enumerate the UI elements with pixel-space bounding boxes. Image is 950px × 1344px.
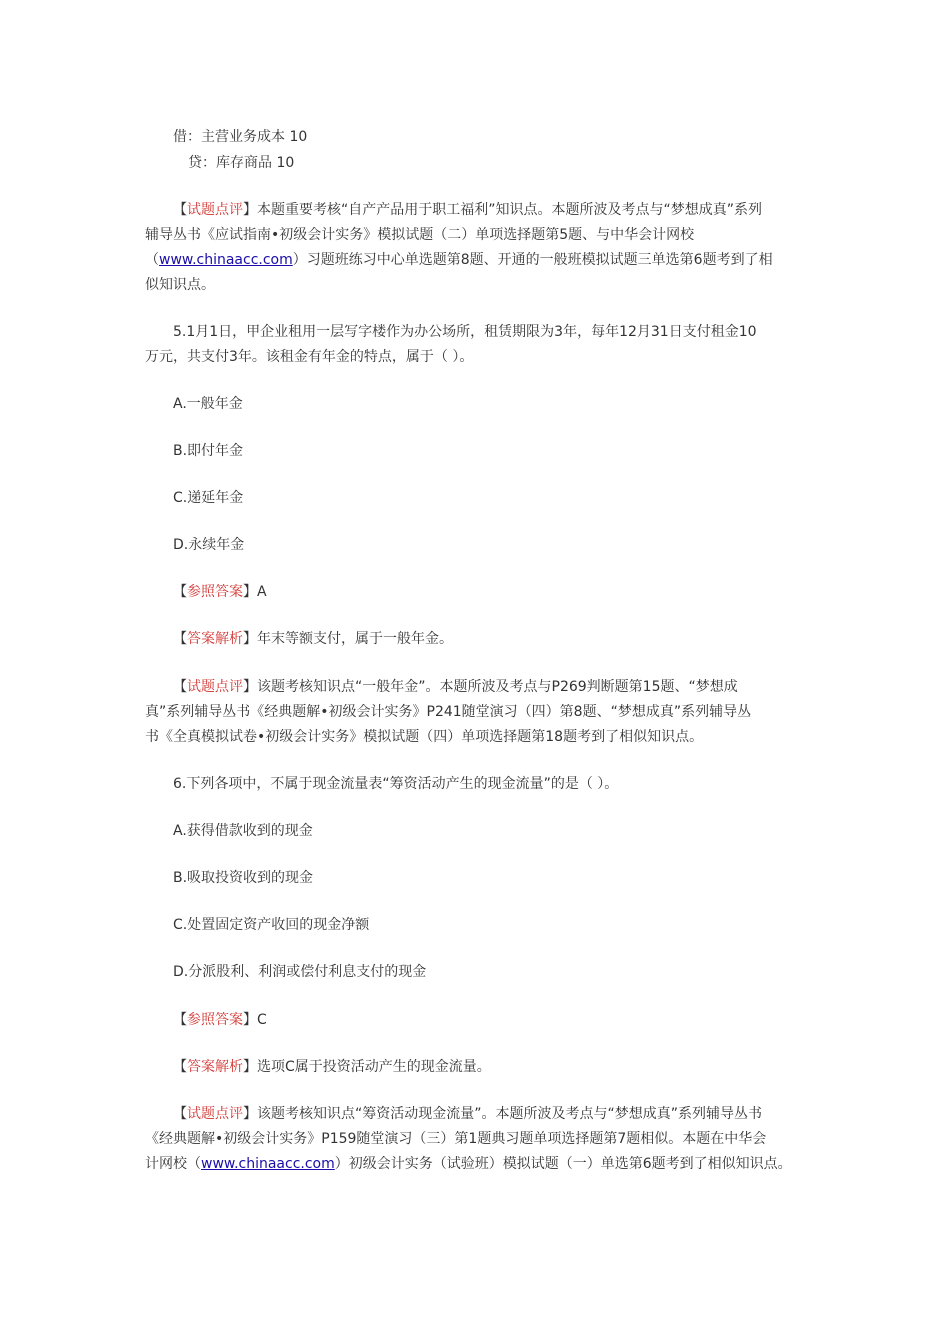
q5-answer-value: A bbox=[257, 584, 267, 600]
q4-review-line2: 辅导丛书《应试指南•初级会计实务》模拟试题（二）单项选择题第5题、与中华会计网校 bbox=[145, 227, 695, 243]
q6-stem: 6.下列各项中，不属于现金流量表“筹资活动产生的现金流量”的是（ ）。 bbox=[173, 776, 619, 792]
q6-review-line1: 【试题点评】该题考核知识点“筹资活动现金流量”。本题所波及考点与“梦想成真”系列辅导丛书 bbox=[173, 1106, 763, 1122]
q5-option-d: D.永续年金 bbox=[173, 537, 245, 553]
q4-review-text3: ）习题班练习中心单选题第8题、开通的一般班模拟试题三单选第6题考到了相 bbox=[292, 252, 773, 268]
chinaacc-link[interactable]: www.chinaacc.com bbox=[159, 252, 293, 268]
q5-review-text1: 该题考核知识点“一般年金”。本题所波及考点与P269判断题第15题、“梦想成 bbox=[257, 679, 738, 695]
q6-answer: 【参照答案】C bbox=[173, 1012, 267, 1028]
q5-analysis: 【答案解析】年末等额支付，属于一般年金。 bbox=[173, 631, 453, 647]
q6-analysis-label: 答案解析 bbox=[187, 1059, 243, 1075]
q5-option-c: C.递延年金 bbox=[173, 490, 244, 506]
q6-answer-label: 参照答案 bbox=[187, 1012, 243, 1028]
q4-review-label: 试题点评 bbox=[187, 202, 243, 218]
q6-review-text3-pre: 计网校（ bbox=[145, 1156, 201, 1172]
q4-review-line3 bbox=[145, 251, 773, 269]
q4-review-line4: 似知识点。 bbox=[145, 277, 215, 293]
q6-analysis: 【答案解析】选项C属于投资活动产生的现金流量。 bbox=[173, 1059, 491, 1075]
q4-review-text1: 本题重要考核“自产产品用于职工福利”知识点。本题所波及考点与“梦想成真”系列 bbox=[257, 202, 763, 218]
journal-credit-line: 贷：库存商品 10 bbox=[188, 155, 295, 171]
q5-review-line3: 书《全真模拟试卷•初级会计实务》模拟试题（四）单项选择题第18题考到了相似知识点。 bbox=[145, 729, 704, 745]
q6-review-text1: 该题考核知识点“筹资活动现金流量”。本题所波及考点与“梦想成真”系列辅导丛书 bbox=[257, 1106, 763, 1122]
q6-review-label: 试题点评 bbox=[187, 1106, 243, 1122]
q5-stem-line1: 5.1月1日，甲企业租用一层写字楼作为办公场所，租赁期限为3年，每年12月31日支付租金10 bbox=[173, 324, 757, 340]
q6-analysis-text: 选项C属于投资活动产生的现金流量。 bbox=[257, 1059, 491, 1075]
q5-review-line1: 【试题点评】该题考核知识点“一般年金”。本题所波及考点与P269判断题第15题、“梦想成 bbox=[173, 679, 738, 695]
q5-answer-label: 参照答案 bbox=[187, 584, 243, 600]
q5-analysis-label: 答案解析 bbox=[187, 631, 243, 647]
q5-stem-line2: 万元，共支付3年。该租金有年金的特点，属于（ ）。 bbox=[145, 349, 474, 365]
q6-review-line2: 《经典题解•初级会计实务》P159随堂演习（三）第1题典习题单项选择题第7题相似。本题在中华会 bbox=[145, 1131, 767, 1147]
q4-review-paren: （ bbox=[145, 252, 159, 268]
q6-option-c: C.处置固定资产收回的现金净额 bbox=[173, 917, 370, 933]
q6-option-a: A.获得借款收到的现金 bbox=[173, 823, 313, 839]
q4-review-line1: 【试题点评】本题重要考核“自产产品用于职工福利”知识点。本题所波及考点与“梦想成真”系列 bbox=[173, 202, 763, 218]
chinaacc-link[interactable]: www.chinaacc.com bbox=[201, 1156, 335, 1172]
q6-answer-value: C bbox=[257, 1012, 267, 1028]
q6-review-text3-post: ）初级会计实务（试验班）模拟试题（一）单选第6题考到了相似知识点。 bbox=[334, 1156, 792, 1172]
q5-review-label: 试题点评 bbox=[187, 679, 243, 695]
q5-option-b: B.即付年金 bbox=[173, 443, 244, 459]
journal-debit-line: 借：主营业务成本 10 bbox=[173, 129, 308, 145]
q5-analysis-text: 年末等额支付，属于一般年金。 bbox=[257, 631, 453, 647]
q6-option-d: D.分派股利、利润或偿付利息支付的现金 bbox=[173, 964, 427, 980]
q6-review-line3 bbox=[145, 1155, 792, 1173]
q5-review-line2: 真”系列辅导丛书《经典题解•初级会计实务》P241随堂演习（四）第8题、“梦想成真”系列辅导丛 bbox=[145, 704, 752, 720]
q5-answer: 【参照答案】A bbox=[173, 584, 267, 600]
q6-option-b: B.吸取投资收到的现金 bbox=[173, 870, 314, 886]
q5-option-a: A.一般年金 bbox=[173, 396, 243, 412]
